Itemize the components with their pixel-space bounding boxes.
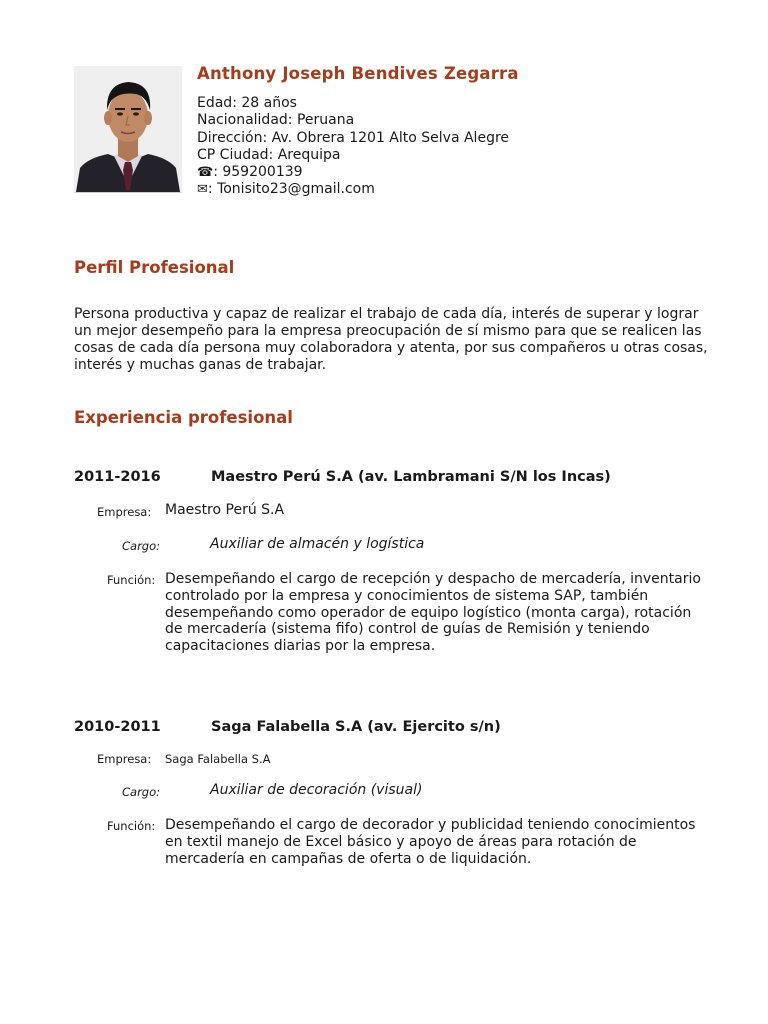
function-label: Función: bbox=[107, 819, 156, 833]
company-value: Maestro Perú S.A bbox=[165, 502, 285, 518]
email-line bbox=[197, 181, 717, 198]
envelope-icon: ✉ bbox=[197, 182, 208, 198]
job-heading bbox=[74, 718, 501, 736]
profile-photo bbox=[74, 66, 182, 193]
position-value: Auxiliar de almacén y logística bbox=[210, 536, 425, 552]
contact-block bbox=[197, 63, 717, 199]
position-value: Auxiliar de decoración (visual) bbox=[210, 782, 423, 798]
address-line: Dirección: Av. Obrera 1201 Alto Selva Alegre bbox=[197, 129, 510, 146]
job-heading bbox=[74, 468, 611, 486]
job-years: 2010-2011 bbox=[74, 719, 161, 735]
job-title: Maestro Perú S.A (av. Lambramani S/N los Incas) bbox=[211, 469, 611, 485]
function-label: Función: bbox=[107, 573, 156, 587]
position-label: Cargo: bbox=[122, 539, 161, 553]
company-value: Saga Falabella S.A bbox=[165, 752, 271, 766]
nationality-line: Nacionalidad: Peruana bbox=[197, 112, 355, 129]
candidate-name: Anthony Joseph Bendives Zegarra bbox=[197, 64, 519, 83]
job-title: Saga Falabella S.A (av. Ejercito s/n) bbox=[211, 719, 501, 735]
email-address: : Tonisito23@gmail.com bbox=[207, 181, 375, 198]
age-line: Edad: 28 años bbox=[197, 95, 297, 111]
experience-section-title: Experiencia profesional bbox=[74, 408, 293, 427]
company-label: Empresa: bbox=[97, 752, 152, 766]
company-label: Empresa: bbox=[97, 505, 152, 519]
function-text: Desempeñando el cargo de decorador y publicidad teniendo conocimientos en textil manejo de Excel básico y apoyo de áreas para rotación de mercadería en campañas de oferta o de liquidación. bbox=[165, 817, 696, 867]
phone-line bbox=[197, 164, 717, 181]
job-years: 2011-2016 bbox=[74, 469, 161, 485]
phone-number: : 959200139 bbox=[213, 164, 303, 181]
phone-icon: ☎ bbox=[197, 165, 214, 181]
position-label: Cargo: bbox=[122, 785, 161, 799]
city-line: CP Ciudad: Arequipa bbox=[197, 146, 341, 163]
function-text: Desempeñando el cargo de recepción y despacho de mercadería, inventario controlado por la empresa y conocimientos de sistema SAP, también desempeñando como operador de equipo logístico (monta carga), rotación de mercadería (sistema fifo) control de guías de Remisión y teniendo capacitaciones diarias por la empresa. bbox=[165, 571, 701, 655]
profile-text: Persona productiva y capaz de realizar el trabajo de cada día, interés de superar y lograr un mejor desempeño para la empresa preocupación de sí mismo para que se realicen las cosas de cada día persona muy colaboradora y atenta, por sus compañeros u otras cosas, interés y muchas ganas de trabajar. bbox=[74, 306, 708, 373]
profile-section-title: Perfil Profesional bbox=[74, 258, 235, 277]
